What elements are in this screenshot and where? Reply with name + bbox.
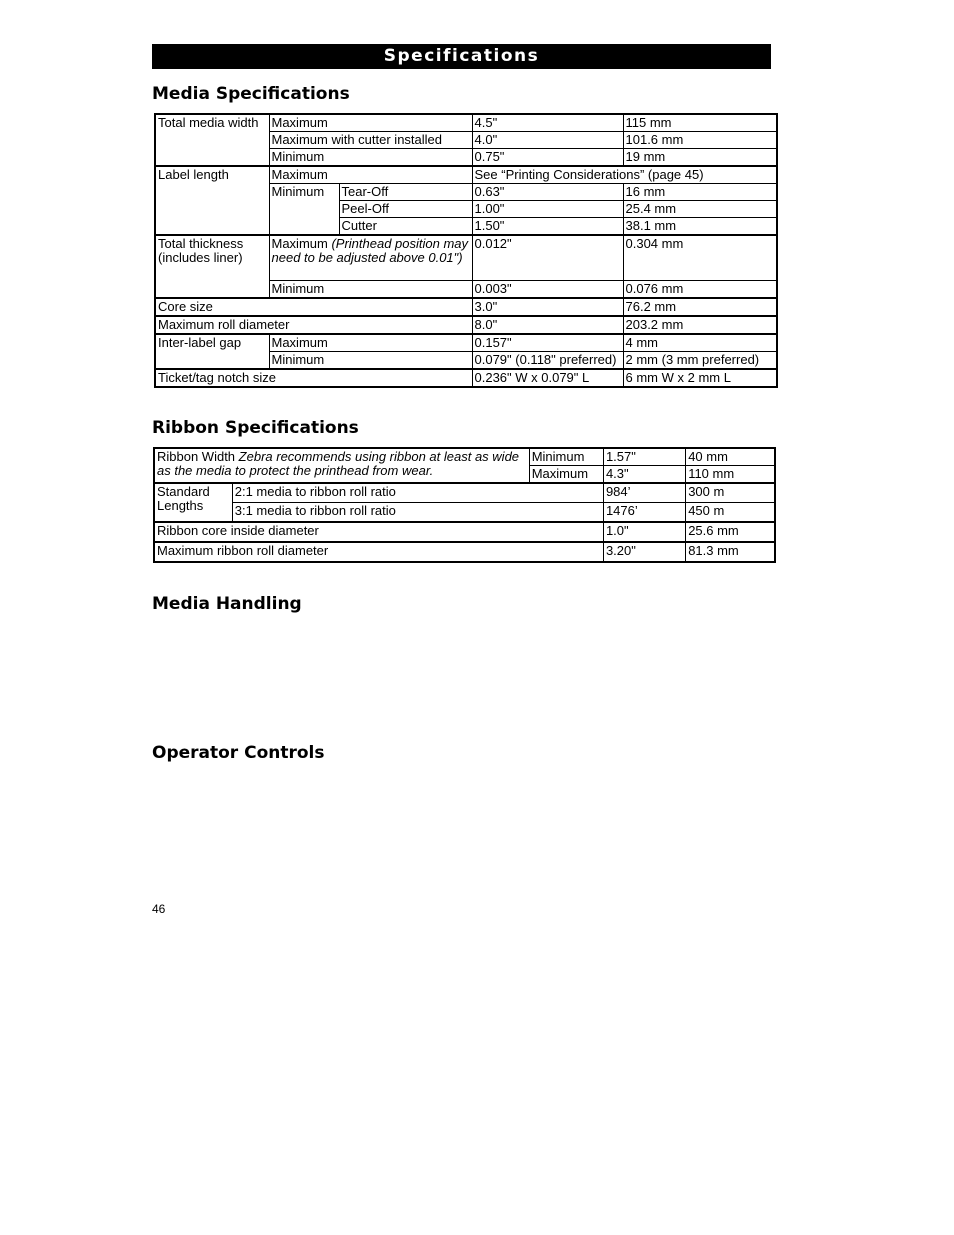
- table-cell: Maximum: [269, 166, 472, 184]
- table-cell: 101.6 mm: [623, 132, 777, 149]
- thickness-label: Total thickness (includes liner): [155, 235, 269, 298]
- table-cell: Tear-Off: [339, 184, 472, 201]
- table-row: [155, 235, 777, 281]
- table-cell: 984’: [603, 483, 685, 503]
- table-cell: 0.079" (0.118" preferred): [472, 352, 623, 370]
- table-cell: 81.3 mm: [686, 542, 775, 562]
- page-number: 46: [152, 902, 166, 916]
- table-cell: 0.157": [472, 334, 623, 352]
- table-cell: Maximum: [269, 334, 472, 352]
- table-cell: 2:1 media to ribbon roll ratio: [232, 483, 603, 503]
- table-cell: 1.00": [472, 201, 623, 218]
- ribbon-specifications-heading: Ribbon Specifications: [152, 418, 359, 438]
- operator-controls-heading: Operator Controls: [152, 743, 325, 763]
- table-cell: 1476’: [603, 503, 685, 523]
- table-cell: 3.0": [472, 298, 623, 316]
- table-cell: 16 mm: [623, 184, 777, 201]
- table-cell: 1.0": [603, 522, 685, 542]
- table-cell: 40 mm: [686, 448, 775, 466]
- table-row: [154, 522, 775, 542]
- table-cell: Peel-Off: [339, 201, 472, 218]
- table-cell: Maximum: [529, 466, 603, 484]
- table-cell: 0.076 mm: [623, 281, 777, 299]
- table-cell: 1.57": [603, 448, 685, 466]
- table-cell: 300 m: [686, 483, 775, 503]
- table-cell: Cutter: [339, 218, 472, 236]
- table-cell: 3.20": [603, 542, 685, 562]
- table-cell: 25.6 mm: [686, 522, 775, 542]
- table-cell: Maximum: [269, 114, 472, 132]
- table-cell: Minimum: [269, 281, 472, 299]
- table-row: [154, 483, 775, 503]
- table-cell: 4.0": [472, 132, 623, 149]
- ribbon-width-label: Ribbon Width: [157, 449, 236, 464]
- media-specifications-table: [154, 113, 778, 388]
- table-cell: 0.236" W x 0.079" L: [472, 369, 623, 387]
- table-cell-text: Maximum: [271, 236, 328, 251]
- table-cell: Maximum roll diameter: [155, 316, 472, 334]
- table-cell: 4.3": [603, 466, 685, 484]
- table-cell: 203.2 mm: [623, 316, 777, 334]
- table-row: [155, 114, 777, 132]
- table-row: [155, 298, 777, 316]
- table-row: [155, 334, 777, 352]
- table-cell: Minimum: [269, 352, 472, 370]
- table-row: [155, 166, 777, 184]
- table-row: [154, 448, 775, 466]
- table-cell: 8.0": [472, 316, 623, 334]
- standard-lengths-label: Standard Lengths: [154, 483, 232, 522]
- table-cell: Core size: [155, 298, 472, 316]
- table-cell: 2 mm (3 mm preferred): [623, 352, 777, 370]
- table-cell: 0.75": [472, 149, 623, 167]
- table-cell: Ribbon core inside diameter: [154, 522, 603, 542]
- table-cell: 0.304 mm: [623, 235, 777, 281]
- ribbon-width-note: Zebra recommends using ribbon at least as wide as the media to protect the printhead from wear.: [157, 449, 520, 478]
- table-cell: 4 mm: [623, 334, 777, 352]
- table-cell: Maximum with cutter installed: [269, 132, 472, 149]
- table-cell: 76.2 mm: [623, 298, 777, 316]
- table-cell: 0.003": [472, 281, 623, 299]
- gap-label: Inter-label gap: [155, 334, 269, 369]
- table-cell: 6 mm W x 2 mm L: [623, 369, 777, 387]
- table-cell: 19 mm: [623, 149, 777, 167]
- table-cell: 38.1 mm: [623, 218, 777, 236]
- media-handling-heading: Media Handling: [152, 594, 302, 614]
- table-cell: See “Printing Considerations” (page 45): [472, 166, 777, 184]
- table-cell: Ticket/tag notch size: [155, 369, 472, 387]
- table-cell: Minimum: [269, 184, 339, 236]
- ribbon-specifications-table: [153, 447, 776, 563]
- table-cell: 3:1 media to ribbon roll ratio: [232, 503, 603, 523]
- table-cell: 115 mm: [623, 114, 777, 132]
- table-row: [155, 369, 777, 387]
- table-cell: 110 mm: [686, 466, 775, 484]
- table-cell: 0.63": [472, 184, 623, 201]
- table-cell: 0.012": [472, 235, 623, 281]
- table-cell: 25.4 mm: [623, 201, 777, 218]
- table-cell: 450 m: [686, 503, 775, 523]
- media-specifications-heading: Media Specifications: [152, 84, 350, 104]
- media-width-label: Total media width: [155, 114, 269, 166]
- ribbon-width-cell: [154, 448, 529, 483]
- table-cell: Minimum: [529, 448, 603, 466]
- table-cell: 1.50": [472, 218, 623, 236]
- table-row: [155, 316, 777, 334]
- printhead-note: (Printhead position may need to be adjusted above 0.01"): [271, 236, 469, 265]
- table-cell: Minimum: [269, 149, 472, 167]
- table-cell: Maximum ribbon roll diameter: [154, 542, 603, 562]
- table-cell: 4.5": [472, 114, 623, 132]
- table-cell: [269, 235, 472, 281]
- label-length-label: Label length: [155, 166, 269, 235]
- table-row: [154, 503, 775, 523]
- table-row: [154, 542, 775, 562]
- page-title-banner: Specifications: [152, 44, 771, 69]
